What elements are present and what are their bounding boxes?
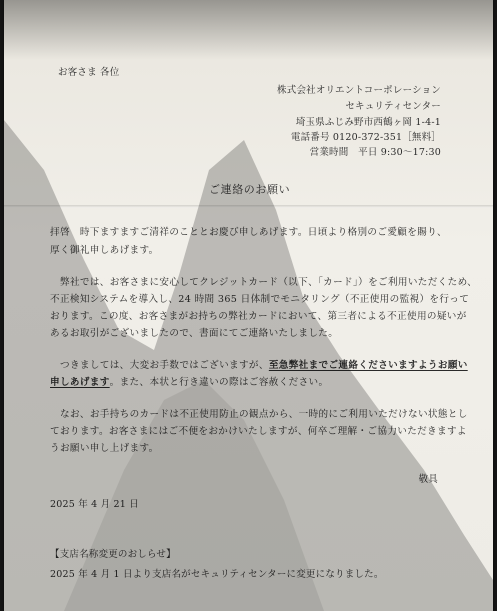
page-title: ご連絡のお願い [209, 183, 291, 196]
sender-phone: 電話番号 0120-372-351［無料］ [290, 132, 441, 143]
paragraph-3-emphasis-1: 至急弊社までご連絡くださいますようお願い [268, 360, 468, 371]
sender-address: 埼玉県ふじみ野市西鶴ヶ岡 1-4-1 [295, 117, 441, 128]
paragraph-4-line-3: うお願い申し上げます。 [50, 443, 159, 454]
sender-company: 株式会社オリエントコーポレーション [277, 85, 441, 96]
closing-word: 敬具 [418, 474, 438, 485]
paper-fold-line [4, 205, 493, 208]
paragraph-3-line-1 [60, 361, 468, 371]
paragraph-4-line-2: ております。お客さまにはご不便をおかけいたしますが、何卒ご理解・ご協力いただきますよ [50, 426, 467, 437]
paragraph-2-line-3: おります。この度、お客さまがお持ちの弊社カードにおいて、第三者による不正使用の疑いが [50, 311, 467, 322]
paragraph-2-line-2: 不正検知システムを導入し、24 時間 365 日体制でモニタリング（不正使用の監視）を行って [50, 294, 470, 305]
addressee: お客さま 各位 [58, 67, 120, 78]
paragraph-1-line-2: 厚く御礼申しあげます。 [50, 245, 159, 256]
paragraph-2-line-4: あるお取引がございましたので、書面にてご連絡いたしました。 [50, 328, 339, 339]
letter-date: 2025 年 4 月 21 日 [50, 499, 139, 510]
paragraph-1-line-1: 拝啓 時下ますますご清祥のこととお慶び申しあげます。日頃より格別のご愛顧を賜り、 [50, 227, 447, 238]
paragraph-3-prefix: つきましては、大変お手数ではございますが、 [60, 360, 269, 371]
sender-department: セキュリティセンター [345, 101, 441, 112]
paragraph-2-line-1: 弊社では、お客さまに安心してクレジットカード（以下、「カード」）をご利用いただくため、 [60, 277, 478, 288]
paragraph-3-emphasis-2: 申しあげます [50, 377, 110, 388]
notice-text: 2025 年 4 月 1 日より支店名がセキュリティセンターに変更になりました。 [50, 569, 384, 580]
notice-heading: 【支店名称変更のおしらせ】 [50, 549, 176, 560]
letter-document [4, 0, 493, 611]
paragraph-4-line-1: なお、お手持ちのカードは不正使用防止の観点から、一時的にご利用いただけない状態とし [60, 409, 468, 420]
paragraph-3-suffix: 。また、本状と行き違いの際はご容赦ください。 [109, 377, 329, 388]
paragraph-3-line-2 [50, 378, 328, 388]
sender-hours: 営業時間 平日 9:30～17:30 [309, 147, 441, 158]
